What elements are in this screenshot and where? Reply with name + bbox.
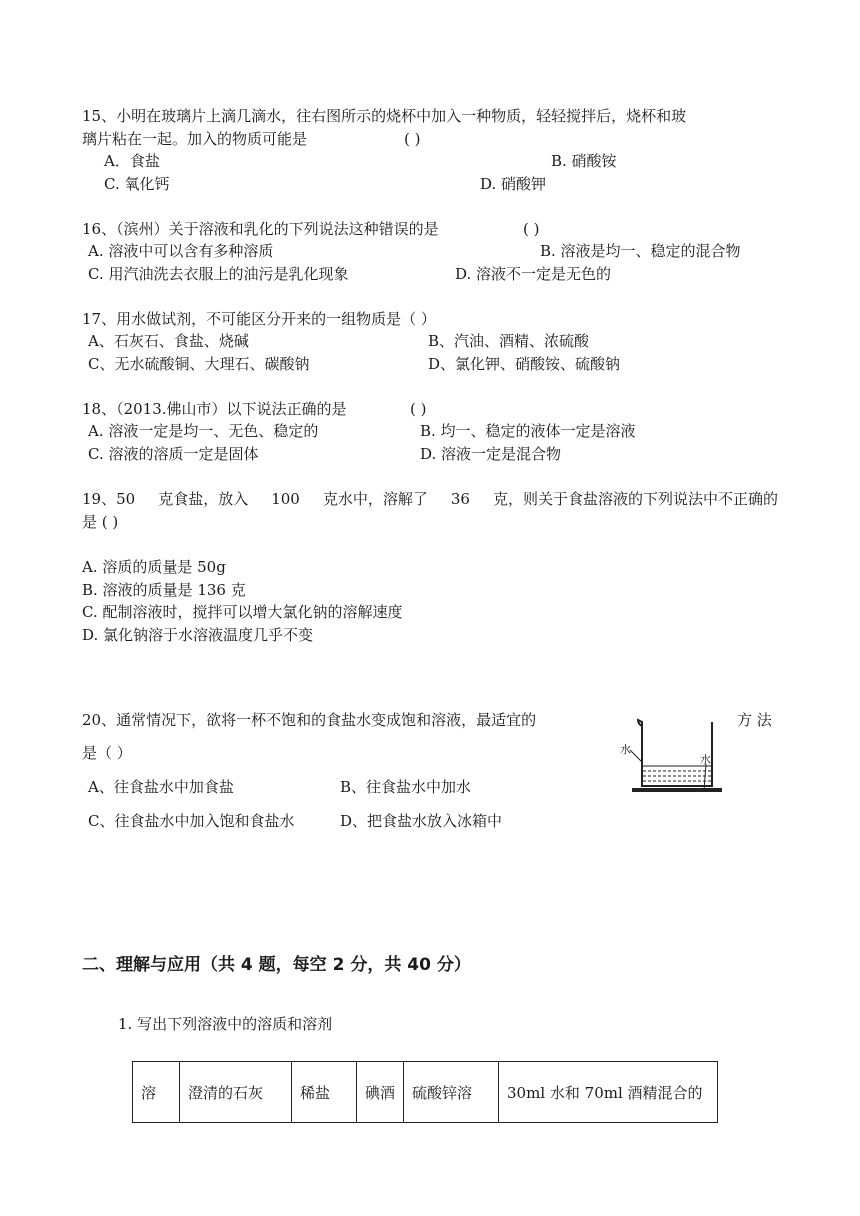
q19-option-d: D. 氯化钠溶于水溶液温度几乎不变: [82, 626, 314, 644]
q16-option-d: D. 溶液不一定是无色的: [455, 265, 612, 283]
q17-option-b: B、汽油、酒精、浓硫酸: [428, 332, 590, 350]
q20-stem-line1-tail: 方 法: [737, 711, 772, 729]
q17-option-c: C、无水硫酸铜、大理石、碳酸钠: [88, 355, 310, 373]
q19-option-c: C. 配制溶液时，搅拌可以增大氯化钠的溶解速度: [82, 603, 403, 621]
q16-answer-paren: ( ): [523, 220, 540, 238]
q15-option-a: A．食盐: [104, 152, 160, 170]
q18-option-d: D. 溶液一定是混合物: [420, 445, 562, 463]
table-header-cell: 澄清的石灰: [180, 1062, 292, 1123]
table-header-cell: 硫酸锌溶: [404, 1062, 499, 1123]
q15-option-c: C. 氧化钙: [104, 175, 170, 193]
q16-option-a: A. 溶液中可以含有多种溶质: [88, 242, 274, 260]
q20-option-a: A、往食盐水中加食盐: [88, 778, 234, 796]
q20-option-c: C、往食盐水中加入饱和食盐水: [88, 812, 295, 830]
q18-option-a: A. 溶液一定是均一、无色、稳定的: [88, 422, 319, 440]
q18-option-b: B. 均一、稳定的液体一定是溶液: [420, 422, 636, 440]
q18-option-c: C. 溶液的溶质一定是固体: [88, 445, 259, 463]
q19-stem-line1: [82, 489, 778, 509]
q15-answer-paren: ( ): [404, 130, 421, 148]
q19-option-a: A. 溶质的质量是 50g: [82, 558, 226, 576]
q18-answer-paren: ( ): [410, 400, 427, 418]
table-header-cell: 30ml 水和 70ml 酒精混合的: [499, 1062, 718, 1123]
q17-option-d: D、氯化钾、硝酸铵、硫酸钠: [428, 355, 621, 373]
table-header-cell: 碘酒: [357, 1062, 404, 1123]
q19-part-2: 克食盐，放入: [158, 490, 249, 508]
solution-table: [132, 1061, 718, 1123]
q16-stem: 16、（滨州）关于溶液和乳化的下列说法这种错误的是: [82, 220, 439, 238]
q17-stem: 17、用水做试剂，不可能区分开来的一组物质是（ ）: [82, 310, 436, 328]
section-2-item-1: 1. 写出下列溶液中的溶质和溶剂: [118, 1015, 333, 1033]
q18-stem: 18、（2013.佛山市）以下说法正确的是: [82, 400, 347, 418]
q19-part-1: 19、50: [82, 490, 136, 508]
section-2-title: 二、理解与应用（共 4 题，每空 2 分，共 40 分）: [82, 955, 471, 975]
q16-option-c: C. 用汽油洗去衣服上的油污是乳化现象: [88, 265, 349, 283]
table-header-cell: 溶: [133, 1062, 180, 1123]
q19-part-3: 100: [271, 490, 300, 508]
q20-stem-line2: 是（ ）: [82, 744, 132, 762]
q15-option-b: B. 硝酸铵: [551, 152, 617, 170]
q16-option-b: B. 溶液是均一、稳定的混合物: [540, 242, 741, 260]
table-header-cell: 稀盐: [292, 1062, 357, 1123]
q20-option-d: D、把食盐水放入冰箱中: [340, 812, 503, 830]
table-row: [133, 1062, 718, 1123]
q15-stem-line2: 璃片粘在一起。加入的物质可能是: [82, 130, 308, 148]
q19-stem-line2: 是 ( ): [82, 513, 119, 531]
q19-part-5: 36: [450, 490, 470, 508]
beaker-label-left: 水: [620, 743, 631, 756]
q17-option-a: A、石灰石、食盐、烧碱: [88, 332, 249, 350]
q15-option-d: D. 硝酸钾: [480, 175, 547, 193]
q19-part-6: 克，则关于食盐溶液的下列说法中不正确的: [492, 490, 778, 508]
q15-stem-line1: 15、小明在玻璃片上滴几滴水，往右图所示的烧杯中加入一种物质，轻轻搅拌后，烧杯和玻: [82, 107, 687, 125]
q19-part-4: 克水中，溶解了: [322, 490, 428, 508]
q19-option-b: B. 溶液的质量是 136 克: [82, 581, 246, 599]
q20-stem-line1: 20、通常情况下，欲将一杯不饱和的食盐水变成饱和溶液，最适宜的: [82, 711, 537, 729]
beaker-figure: [616, 710, 726, 804]
q20-option-b: B、往食盐水中加水: [340, 778, 472, 796]
beaker-label-right: 水: [700, 753, 711, 766]
